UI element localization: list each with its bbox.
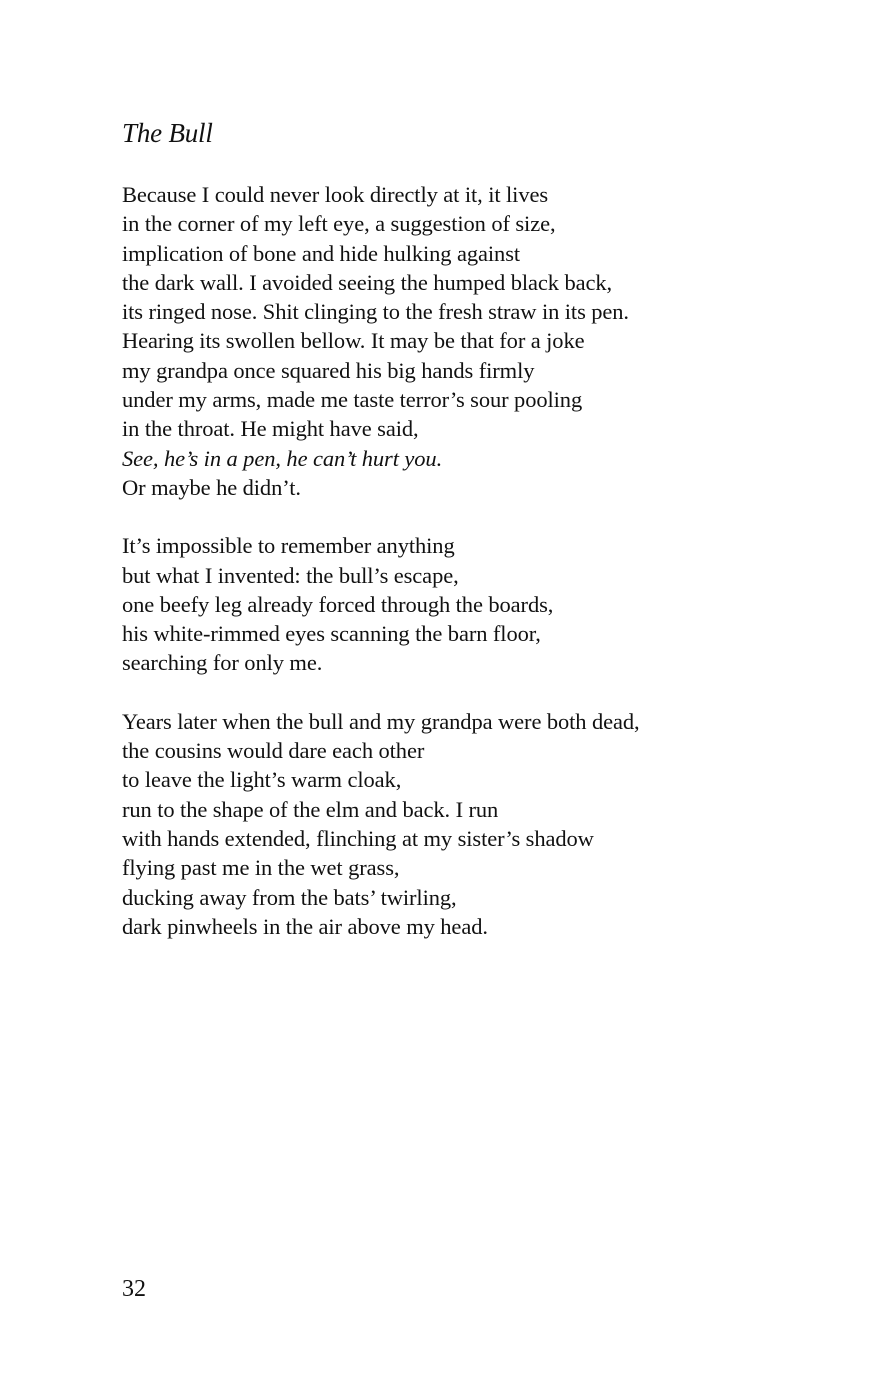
poem-line: one beefy leg already forced through the boards, bbox=[122, 591, 554, 617]
poem-line: Or maybe he didn’t. bbox=[122, 474, 301, 500]
poem-line: but what I invented: the bull’s escape, bbox=[122, 562, 459, 588]
poem-line: Because I could never look directly at it, it lives bbox=[122, 182, 549, 207]
poem-line: ducking away from the bats’ twirling, bbox=[122, 884, 457, 910]
poem-line: Hearing its swollen bellow. It may be that for a joke bbox=[122, 328, 585, 354]
poem-line: searching for only me. bbox=[122, 650, 323, 676]
poem-line: in the corner of my left eye, a suggestion of size, bbox=[122, 211, 556, 237]
poem-line: his white-rimmed eyes scanning the barn floor, bbox=[122, 621, 541, 647]
poem-line: to leave the light’s warm cloak, bbox=[122, 767, 402, 793]
poem-line: the dark wall. I avoided seeing the humped black back, bbox=[122, 269, 613, 295]
poem-line: with hands extended, flinching at my sister’s shadow bbox=[122, 825, 594, 851]
stanza bbox=[122, 531, 782, 677]
poem-title: The Bull bbox=[122, 118, 213, 148]
poem-line: See, he’s in a pen, he can’t hurt you. bbox=[122, 445, 443, 471]
poem-body bbox=[122, 180, 782, 970]
poem-line: flying past me in the wet grass, bbox=[122, 855, 400, 881]
poem-line: dark pinwheels in the air above my head. bbox=[122, 913, 488, 939]
poem-line: It’s impossible to remember anything bbox=[122, 533, 455, 559]
poem-line: in the throat. He might have said, bbox=[122, 416, 419, 442]
poem-line: its ringed nose. Shit clinging to the fresh straw in its pen. bbox=[122, 299, 629, 325]
poem-line: the cousins would dare each other bbox=[122, 738, 425, 764]
poem-line: under my arms, made me taste terror’s sour pooling bbox=[122, 387, 583, 413]
stanza bbox=[122, 707, 782, 941]
poem-line: my grandpa once squared his big hands firmly bbox=[122, 357, 535, 383]
poem-line: implication of bone and hide hulking against bbox=[122, 240, 521, 266]
poem-line: Years later when the bull and my grandpa were both dead, bbox=[122, 708, 640, 734]
page-number: 32 bbox=[122, 1276, 146, 1302]
poem-line: run to the shape of the elm and back. I run bbox=[122, 796, 499, 822]
stanza bbox=[122, 180, 782, 502]
